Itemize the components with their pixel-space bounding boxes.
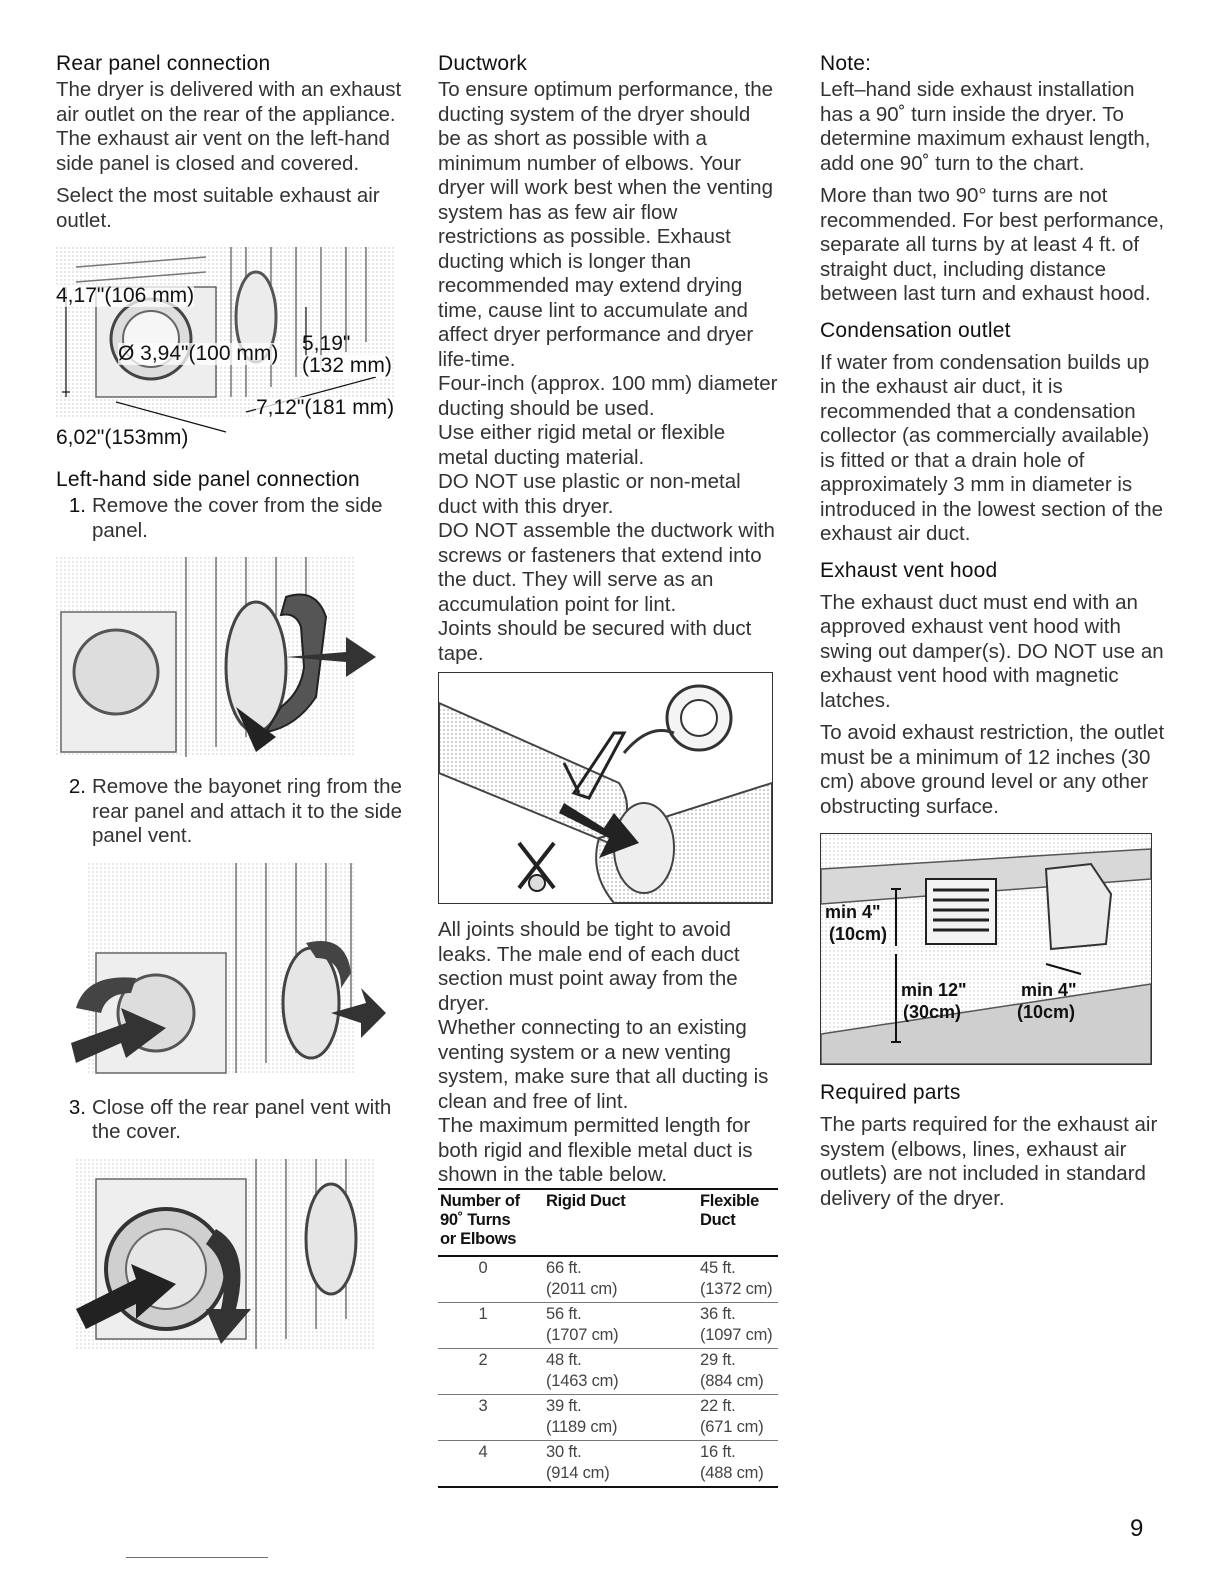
hood-dim-side-cm: (10cm) — [1017, 1002, 1076, 1022]
rear-panel-para2: Select the most suitable exhaust air outlet. — [56, 184, 380, 232]
ductwork-line-4: DO NOT use plastic or non-metal duct with this dryer. — [438, 470, 741, 518]
cell-rigid — [528, 1394, 676, 1440]
flex-ft: 22 ft. — [700, 1396, 736, 1415]
column-middle — [438, 52, 778, 1488]
ductwork-heading: Ductwork — [438, 52, 528, 75]
step-1 — [56, 494, 406, 543]
dim-depth: 7,12"(181 mm) — [256, 396, 395, 419]
rigid-cm: (1189 cm) — [546, 1417, 618, 1436]
note-para1: Left–hand side exhaust installation has a 90˚ turn inside the dryer. To determine maximum exhaust length, add one 90˚ turn to the chart. — [820, 78, 1151, 175]
hood-heading: Exhaust vent hood — [820, 558, 998, 582]
hood-dim-ground-cm: (30cm) — [903, 1002, 962, 1022]
hood-dim-top-cm: (10cm) — [829, 924, 888, 944]
left-panel-heading: Left-hand side panel connection — [56, 468, 360, 491]
page-number: 9 — [1130, 1515, 1144, 1542]
cell-turns: 4 — [438, 1440, 528, 1487]
dim-width-top: 4,17"(106 mm) — [56, 284, 195, 307]
step-2-number: 2. — [68, 775, 86, 798]
cell-rigid — [528, 1256, 676, 1303]
rigid-ft: 66 ft. — [546, 1258, 582, 1277]
hood-para2: To avoid exhaust restriction, the outlet must be a minimum of 12 inches (30 cm) above ground level or any other obstructing surface. — [820, 721, 1165, 818]
ductwork-line-5: DO NOT assemble the ductwork with screws or fasteners that extend into the duct. They will serve as an accumulation point for lint. — [438, 519, 775, 616]
cell-turns: 3 — [438, 1394, 528, 1440]
flex-cm: (671 cm) — [700, 1417, 764, 1436]
cell-rigid — [528, 1302, 676, 1348]
rigid-ft: 56 ft. — [546, 1304, 582, 1323]
rigid-ft: 48 ft. — [546, 1350, 582, 1369]
step-2 — [56, 775, 406, 849]
ductwork-line-6: Joints should be secured with duct tape. — [438, 617, 752, 665]
table-row — [438, 1440, 778, 1487]
clean-para: Whether connecting to an existing venting system or a new venting system, make sure that all ducting is clean and free of lint. — [438, 1016, 769, 1113]
table-row — [438, 1302, 778, 1348]
note-heading: Note: — [820, 52, 872, 75]
ductwork-line-1: To ensure optimum performance, the ducting system of the dryer should be as short as possible with a minimum number of elbows. Your dryer will work best when the venting system has as few air flow restrictions as possible. Exhaust ducting which is longer than recommended may extend drying time, cause lint to accumulate and affect dryer performance and dryer life-time. — [438, 78, 773, 371]
remove-cover-illustration — [56, 557, 386, 757]
cell-rigid — [528, 1440, 676, 1487]
cell-flexible — [676, 1256, 778, 1303]
rigid-ft: 30 ft. — [546, 1442, 582, 1461]
flex-ft: 45 ft. — [700, 1258, 736, 1277]
flex-ft: 29 ft. — [700, 1350, 736, 1369]
rigid-cm: (914 cm) — [546, 1463, 610, 1482]
step-2-text: Remove the bayonet ring from the rear panel and attach it to the side panel vent. — [92, 775, 402, 847]
hood-dim-top-in: min 4" — [825, 902, 881, 922]
cell-flexible — [676, 1302, 778, 1348]
bayonet-ring-illustration — [56, 863, 386, 1078]
col-header-rigid: Rigid Duct — [546, 1191, 626, 1210]
required-parts-heading: Required parts — [820, 1081, 961, 1104]
close-rear-vent-illustration — [56, 1159, 386, 1349]
duct-joint-illustration — [439, 673, 772, 903]
step-1-number: 1. — [68, 494, 86, 517]
dim-diameter: Ø 3,94"(100 mm) — [118, 342, 279, 365]
rigid-cm: (2011 cm) — [546, 1279, 618, 1298]
hood-para1: The exhaust duct must end with an approved exhaust vent hood with swing out damper(s). DO NOT use an exhaust vent hood with magnetic latches. — [820, 590, 1164, 712]
condensation-heading: Condensation outlet — [820, 318, 1011, 342]
exhaust-hood-figure — [820, 833, 1152, 1065]
step-2-figure — [56, 863, 386, 1078]
cell-turns: 2 — [438, 1348, 528, 1394]
rigid-ft: 39 ft. — [546, 1396, 582, 1415]
step-3-text: Close off the rear panel vent with the cover. — [92, 1095, 392, 1143]
cell-turns: 1 — [438, 1302, 528, 1348]
table-header-row — [438, 1189, 778, 1256]
required-parts-para: The parts required for the exhaust air system (elbows, lines, exhaust air outlets) are not included in standard delivery of the dryer. — [820, 1113, 1158, 1210]
flex-cm: (488 cm) — [700, 1463, 764, 1482]
flex-cm: (1372 cm) — [700, 1279, 773, 1298]
rigid-cm: (1463 cm) — [546, 1371, 619, 1390]
dim-height-right-mm: (132 mm) — [302, 354, 392, 377]
ductwork-line-2: Four-inch (approx. 100 mm) diameter ducting should be used. — [438, 372, 778, 420]
cell-flexible — [676, 1348, 778, 1394]
flex-ft: 16 ft. — [700, 1442, 736, 1461]
duct-tape-figure — [438, 672, 773, 904]
dim-width-bottom: 6,02"(153mm) — [56, 426, 189, 449]
cell-rigid — [528, 1348, 676, 1394]
vent-hood-illustration — [821, 834, 1151, 1064]
footer-rule — [126, 1557, 268, 1558]
hood-dim-ground-in: min 12" — [901, 980, 967, 1000]
rear-panel-para1: The dryer is delivered with an exhaust air outlet on the rear of the appliance. The exhaust air vent on the left-hand side panel is closed and covered. — [56, 78, 402, 175]
cell-flexible — [676, 1394, 778, 1440]
step-1-text: Remove the cover from the side panel. — [92, 494, 383, 542]
condensation-para: If water from condensation builds up in the exhaust air duct, it is recommended that a condensation collector (as commercially available) is fitted or that a drain hole of approximately 3 mm in diameter is introduced in the lowest section of the exhaust air duct. — [820, 350, 1164, 545]
table-row — [438, 1348, 778, 1394]
note-para2: More than two 90° turns are not recommended. For best performance, separate all turns by at least 4 ft. of straight duct, including distance between last turn and exhaust hood. — [820, 184, 1165, 305]
table-row — [438, 1256, 778, 1303]
table-row — [438, 1394, 778, 1440]
dim-height-right: 5,19" — [302, 332, 351, 355]
step-3-figure — [56, 1159, 386, 1349]
flex-cm: (1097 cm) — [700, 1325, 773, 1344]
flex-ft: 36 ft. — [700, 1304, 736, 1323]
rigid-cm: (1707 cm) — [546, 1325, 619, 1344]
column-right — [820, 52, 1165, 1219]
rear-panel-heading: Rear panel connection — [56, 52, 271, 75]
duct-length-table — [438, 1188, 778, 1488]
hood-dim-side-in: min 4" — [1021, 980, 1077, 1000]
column-left — [56, 52, 406, 1365]
col-header-turns: Number of 90˚ Turns or Elbows — [440, 1191, 520, 1248]
cell-flexible — [676, 1440, 778, 1487]
max-length-para: The maximum permitted length for both rigid and flexible metal duct is shown in the table below. — [438, 1114, 753, 1186]
col-header-flexible: Flexible Duct — [700, 1191, 760, 1229]
joints-para: All joints should be tight to avoid leaks. The male end of each duct section must point away from the dryer. — [438, 918, 740, 1015]
flex-cm: (884 cm) — [700, 1371, 764, 1390]
cell-turns: 0 — [438, 1256, 528, 1303]
ductwork-line-3: Use either rigid metal or flexible metal ducting material. — [438, 421, 726, 469]
step-3-number: 3. — [68, 1095, 86, 1119]
step-3 — [56, 1096, 406, 1145]
step-1-figure — [56, 557, 386, 757]
rear-panel-figure — [56, 247, 396, 452]
